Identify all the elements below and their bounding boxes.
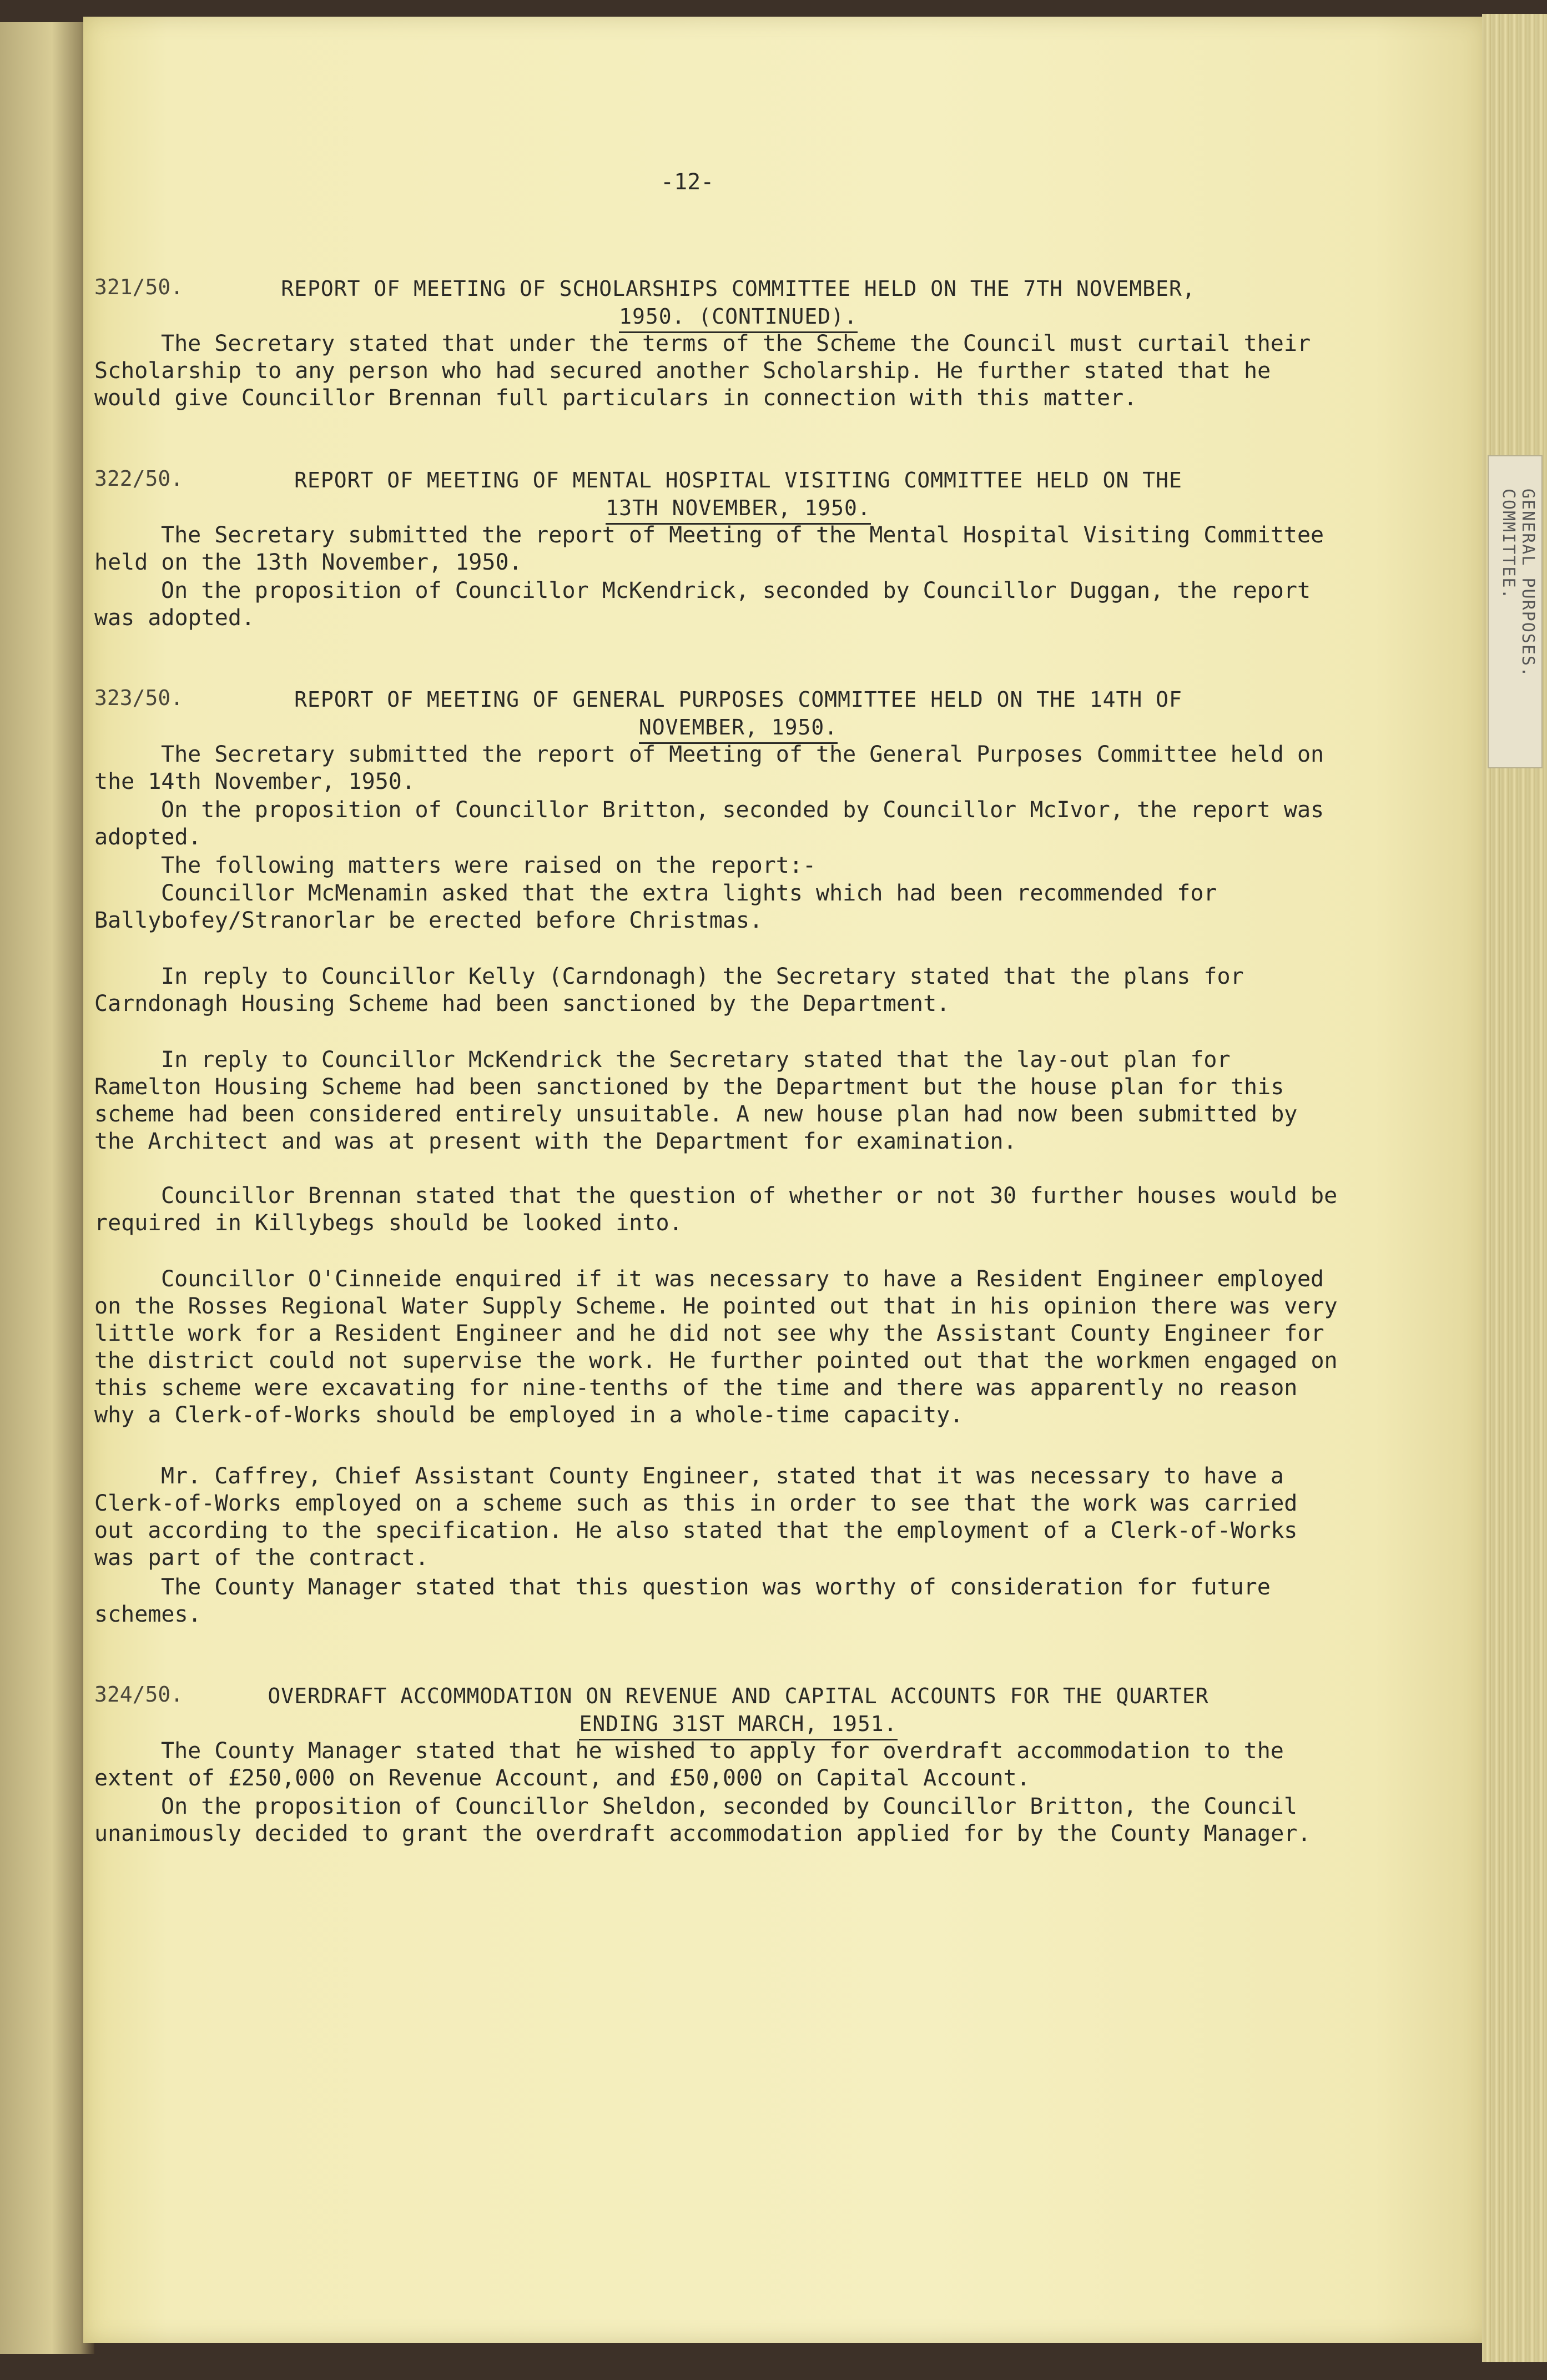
index-tab-label-line: GENERAL PURPOSES. xyxy=(1518,489,1538,678)
paragraph: On the proposition of Councillor Britton, seconded by Councillor McIvor, the report was adopted. xyxy=(94,797,1324,850)
item-heading xyxy=(239,686,1238,744)
heading-line: 1950. (CONTINUED). xyxy=(619,303,858,333)
page-stack-edges xyxy=(1482,14,1547,2362)
document-text xyxy=(83,0,1488,2380)
paragraph: On the proposition of Councillor Sheldon, seconded by Councillor Britton, the Council unanimously decided to grant the overdraft accommodation applied for by the County Manager. xyxy=(94,1794,1311,1846)
paragraph: The Secretary submitted the report of Meeting of the General Purposes Committee held on the 14th November, 1950. xyxy=(94,742,1324,794)
item-number: 322/50. xyxy=(94,466,184,491)
paragraph: Councillor McMenamin asked that the extra lights which had been recommended for Ballybofey/Stranorlar be erected before Christmas. xyxy=(94,880,1217,933)
item-number: 323/50. xyxy=(94,686,184,710)
paragraph: Mr. Caffrey, Chief Assistant County Engineer, stated that it was necessary to have a Clerk-of-Works employed on a scheme such as this in order to see that the work was carried out according to the specification. He also stated that the employment of a Clerk-of-Works was part of the contract. xyxy=(94,1463,1298,1571)
heading-line: NOVEMBER, 1950. xyxy=(639,713,838,744)
heading-line: ENDING 31ST MARCH, 1951. xyxy=(579,1710,897,1740)
paragraph: The following matters were raised on the report:- xyxy=(161,853,817,878)
heading-line: REPORT OF MEETING OF SCHOLARSHIPS COMMITTEE HELD ON THE 7TH NOVEMBER, xyxy=(281,276,1196,301)
index-tab-label-line: COMMITTEE. xyxy=(1499,489,1518,600)
heading-line: OVERDRAFT ACCOMMODATION ON REVENUE AND CAPITAL ACCOUNTS FOR THE QUARTER xyxy=(268,1684,1209,1708)
paragraph: The County Manager stated that he wished to apply for overdraft accommodation to the extent of £250,000 on Revenue Account, and £50,000 on Capital Account. xyxy=(94,1738,1284,1791)
paragraph: The Secretary submitted the report of Meeting of the Mental Hospital Visiting Committee held on the 13th November, 1950. xyxy=(94,522,1324,575)
paragraph: Councillor Brennan stated that the question of whether or not 30 further houses would be required in Killybegs should be looked into. xyxy=(94,1183,1338,1236)
minute-item xyxy=(94,275,1338,441)
paragraph: On the proposition of Councillor McKendrick, seconded by Councillor Duggan, the report was adopted. xyxy=(94,578,1311,631)
paragraph: Councillor O'Cinneide enquired if it was necessary to have a Resident Engineer employed on the Rosses Regional Water Supply Scheme. He pointed out that in his opinion there was very little work for a Resident Engineer and he did not see why the Assistant County Engineer for the district could not supervise the work. He further pointed out that the workmen engaged on this scheme were excavating for nine-tenths of the time and there was apparently no reason why a Clerk-of-Works should be employed in a whole-time capacity. xyxy=(94,1266,1338,1428)
left-page-edge xyxy=(0,22,94,2354)
item-number: 321/50. xyxy=(94,275,184,299)
paragraph: In reply to Councillor Kelly (Carndonagh) the Secretary stated that the plans for Carndonagh Housing Scheme had been sanctioned by the Department. xyxy=(94,964,1244,1017)
paragraph: The County Manager stated that this question was worthy of consideration for future schemes. xyxy=(94,1574,1271,1627)
item-heading xyxy=(239,1682,1238,1740)
minute-item xyxy=(94,466,1338,633)
item-number: 324/50. xyxy=(94,1682,184,1707)
minute-item xyxy=(94,1682,1338,1915)
heading-line: REPORT OF MEETING OF GENERAL PURPOSES COMMITTEE HELD ON THE 14TH OF xyxy=(294,687,1182,712)
heading-line: 13TH NOVEMBER, 1950. xyxy=(606,494,871,525)
paragraph: In reply to Councillor McKendrick the Secretary stated that the lay-out plan for Ramelton Housing Scheme had been sanctioned by the Department but the house plan for this scheme had been considered entirely unsuitable. A new house plan had now been submitted by the Architect and was at present with the Department for examination. xyxy=(94,1047,1298,1154)
index-tab-label xyxy=(1499,489,1538,678)
page-number: -12- xyxy=(661,169,714,195)
item-heading xyxy=(239,466,1238,525)
heading-line: REPORT OF MEETING OF MENTAL HOSPITAL VISITING COMMITTEE HELD ON THE xyxy=(294,468,1182,492)
minute-item xyxy=(94,686,1338,1646)
paragraph: The Secretary stated that under the terms of the Scheme the Council must curtail their Scholarship to any person who had secured another Scholarship. He further stated that he would give Councillor Brennan full particulars in connection with this matter. xyxy=(94,331,1311,411)
item-heading xyxy=(239,275,1238,333)
